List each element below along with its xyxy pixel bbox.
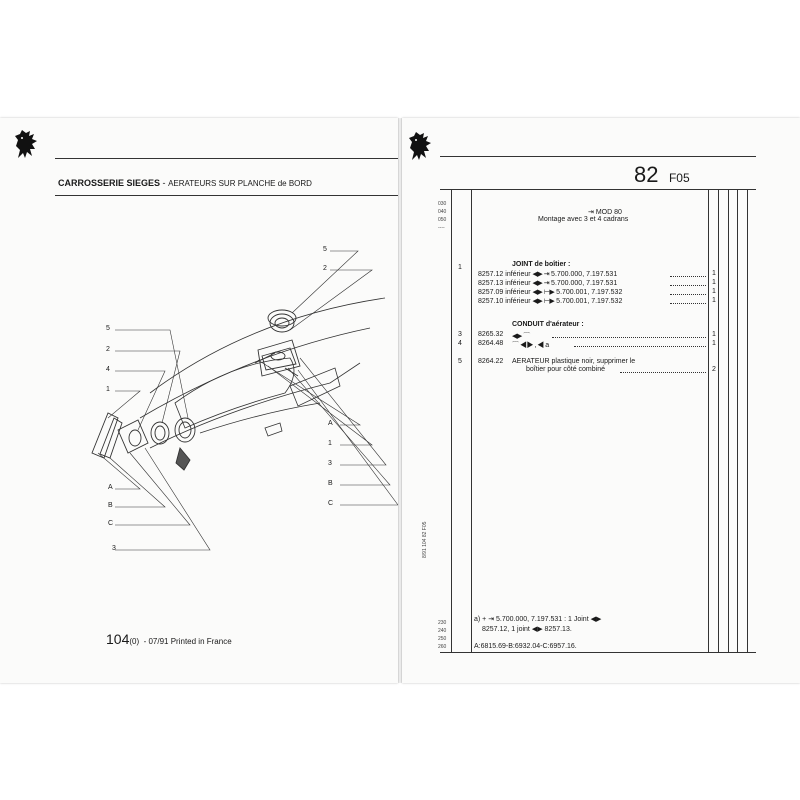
instrument-cluster — [175, 358, 294, 428]
dashboard-lower-edge — [150, 363, 360, 448]
side-code: 260 — [438, 644, 447, 650]
serial-range: 5.700.000, 7.197.531 — [551, 271, 618, 278]
item-number: 3 — [458, 331, 462, 338]
part-desc-line1: AERATEUR plastique noir, supprimer le — [512, 358, 636, 365]
table-row — [478, 270, 622, 279]
serial-range: 5.700.000, 7.197.531 — [551, 280, 618, 287]
leader-dots — [574, 340, 706, 347]
callout-3-left: 3 — [112, 545, 116, 552]
part-ref: 8265.32 — [478, 331, 504, 338]
part-desc: inférieur — [505, 289, 531, 296]
leader-lines-left — [98, 330, 210, 550]
mod-label: ⇥ MOD 80 — [588, 209, 622, 216]
group1-title: JOINT de boîtier : — [512, 261, 571, 268]
side-code: 230 — [438, 620, 447, 626]
fitment-symbol: ◀▶ ⇥ — [532, 280, 550, 287]
column-rule-4 — [737, 190, 738, 652]
footer-print-info: - 07/91 Printed in France — [143, 637, 232, 646]
quantity: 1 — [712, 270, 716, 277]
part-ref: 8264.48 — [478, 340, 504, 347]
part-ref: 8264.22 — [478, 358, 504, 365]
callout-5-left: 5 — [106, 325, 110, 332]
fitment-symbol: ◀▶ ⇥ — [532, 271, 550, 278]
callout-4-left: 4 — [106, 366, 110, 373]
group-code: F05 — [668, 171, 690, 185]
callout-2-right: 2 — [323, 265, 327, 272]
quantity: 1 — [712, 288, 716, 295]
part-desc: inférieur — [505, 280, 531, 287]
leader-dots — [670, 297, 706, 304]
callout-3-right: 3 — [328, 460, 332, 467]
lion-logo-icon — [406, 130, 434, 162]
part-ref: 8257.09 — [478, 289, 504, 296]
callout-B-left: B — [108, 502, 113, 509]
callout-1-right: 1 — [328, 440, 332, 447]
fitment-symbol: ◀▶ ⊢▶ — [532, 298, 555, 305]
column-rule-item — [471, 190, 472, 652]
side-code: 050 — [438, 217, 447, 223]
left-page — [0, 118, 398, 683]
column-rule-qty-right — [718, 190, 719, 652]
mod-text: MOD 80 — [595, 209, 622, 216]
side-code: ---- — [438, 225, 445, 231]
quantity: 1 — [712, 279, 716, 286]
part-desc: inférieur — [505, 298, 531, 305]
fitment-symbol: ⌒ ◀▶ , ◀ a — [512, 342, 549, 349]
fitment-symbol: ◀▶ ⌒ — [512, 333, 530, 340]
callout-1-left: 1 — [106, 386, 110, 393]
item-number: 5 — [458, 358, 462, 365]
leader-dots — [670, 270, 706, 277]
right-page — [402, 118, 800, 683]
footer-page-number: 104 — [106, 631, 130, 647]
table-row — [478, 288, 622, 297]
section-title: CARROSSERIE SIEGES — [58, 178, 161, 188]
item-number: 1 — [458, 264, 462, 271]
column-rule-5 — [747, 190, 748, 652]
note-line-2: 8257.12, 1 joint ◀▶ 8257.13. — [482, 626, 572, 633]
table-row — [478, 279, 622, 288]
callout-C-right: C — [328, 500, 334, 507]
note-line-3: A:6815.69-B:6932.04-C:6957.16. — [474, 643, 577, 650]
quantity: 2 — [712, 366, 716, 373]
quantity: 1 — [712, 297, 716, 304]
part-desc: inférieur — [505, 271, 531, 278]
serial-range: 5.700.001, 7.197.532 — [556, 289, 623, 296]
item-number: 4 — [458, 340, 462, 347]
quantity: 1 — [712, 340, 716, 347]
page-footer — [106, 631, 232, 649]
callout-5-right: 5 — [323, 246, 327, 253]
part-ref: 8257.10 — [478, 298, 504, 305]
table-bottom-rule — [440, 652, 756, 653]
part-ref: 8257.13 — [478, 280, 504, 287]
serial-range: 5.700.001, 7.197.532 — [556, 298, 623, 305]
callout-C-left: C — [108, 520, 114, 527]
leader-dots — [670, 279, 706, 286]
table-row — [478, 297, 622, 306]
callout-A-right: A — [328, 420, 333, 427]
column-rule-left-codes — [451, 190, 452, 652]
side-code: 030 — [438, 201, 447, 207]
leader-dots — [670, 288, 706, 295]
part-desc-line2: boîtier pour côté combiné — [526, 366, 605, 373]
callout-B-right: B — [328, 480, 333, 487]
group1-rows — [478, 270, 622, 306]
footer-revision: (0) — [129, 637, 140, 646]
mounting-desc: Montage avec 3 et 4 cadrans — [538, 216, 629, 223]
side-code: 040 — [438, 209, 447, 215]
group-number: 82 — [634, 162, 659, 187]
leader-dots — [552, 331, 706, 338]
column-rule-qty-left — [708, 190, 709, 652]
part-ref: 8257.12 — [478, 271, 504, 278]
vertical-reference: 8/91 104 82 F05 — [422, 521, 428, 558]
callout-A-left: A — [108, 484, 113, 491]
steering-column — [265, 423, 282, 436]
leader-dots — [620, 366, 706, 373]
header-rule-top — [440, 156, 756, 157]
column-rule-3 — [728, 190, 729, 652]
fitment-symbol: ◀▶ ⊢▶ — [532, 289, 555, 296]
dashboard-top-edge — [150, 298, 385, 393]
side-code: 250 — [438, 636, 447, 642]
dashboard-exploded-diagram — [0, 118, 398, 683]
side-code: 240 — [438, 628, 447, 634]
section-subtitle: AERATEURS SUR PLANCHE de BORD — [168, 179, 312, 188]
group2-title: CONDUIT d'aérateur : — [512, 321, 584, 328]
callout-2-left: 2 — [106, 346, 110, 353]
section-sep: - — [162, 178, 166, 188]
group-header — [634, 162, 690, 188]
note-line-1: a) + ⇥ 5.700.000, 7.197.531 : 1 Joint ◀▶ — [474, 616, 602, 623]
quantity: 1 — [712, 331, 716, 338]
